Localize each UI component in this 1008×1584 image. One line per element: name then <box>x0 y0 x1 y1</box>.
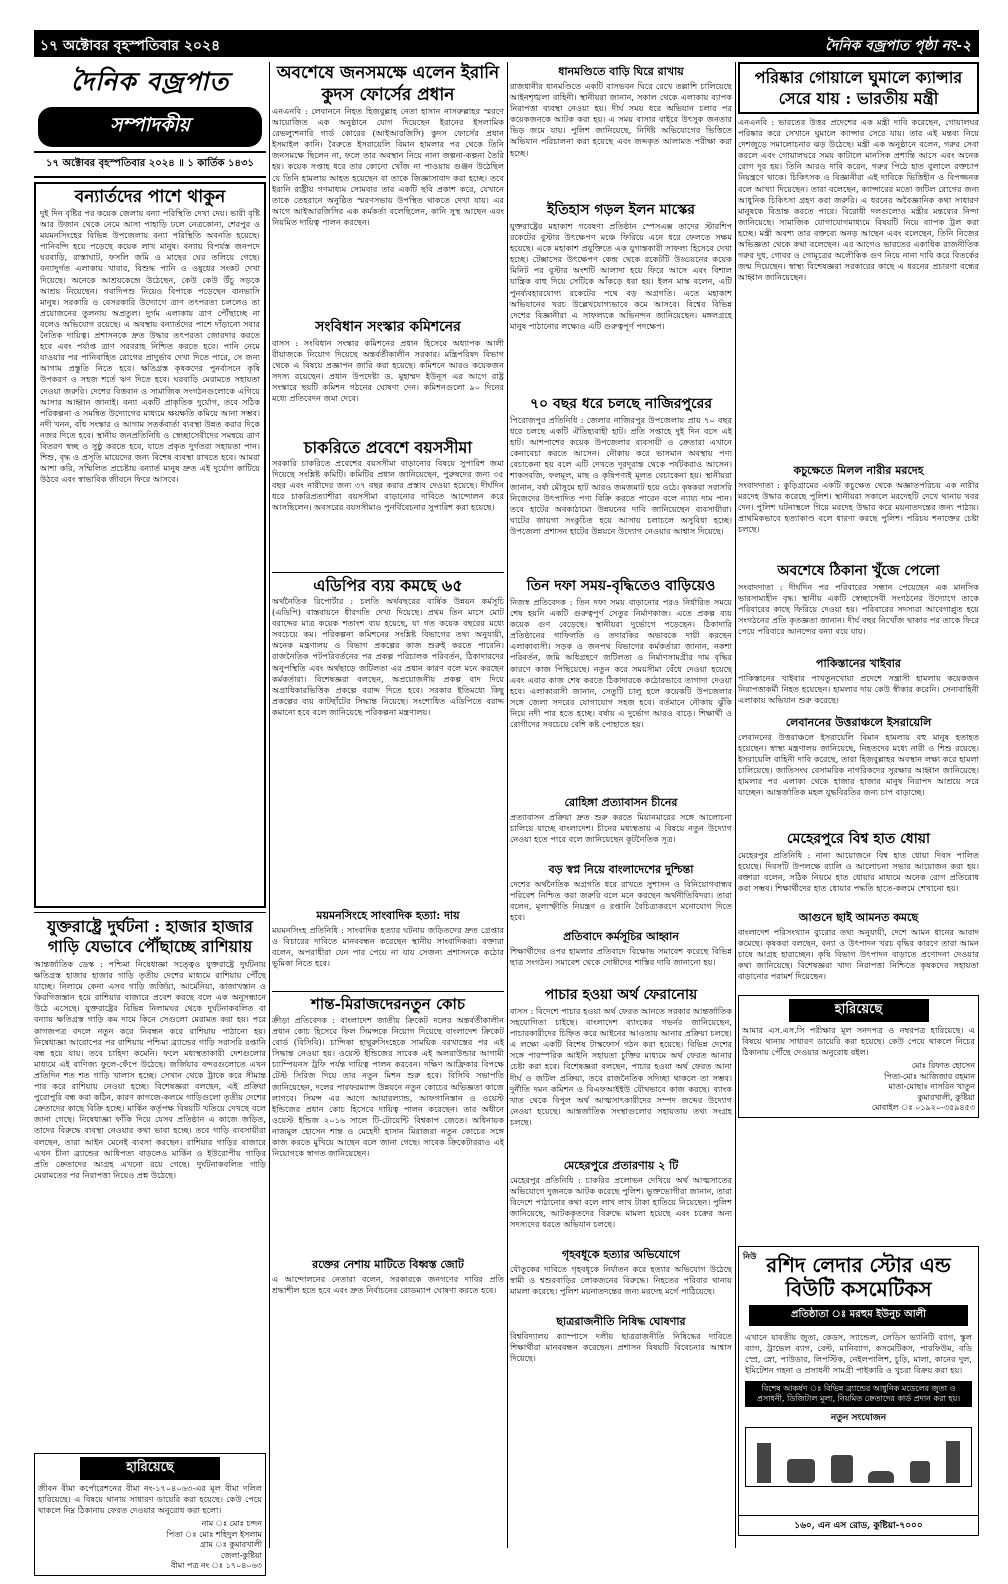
iran-body: এনএনবি : লেবাননে নিহত হিজবুল্লাহ নেতা হাসান নাসরুল্লাহর স্মরণে আয়োজিত এক অনুষ্ঠানে যোগ দিয়েছেন ইরানের ইসলামিক রেভল্যুশনারি গার্ড কোরের (আইআরজিসি) কুদস ফোর্সের প্রধান ইসমাইল কানি। বৈরুতে ইসরায়েলি বিমান হামলার পর থেকে তিনি জনসমক্ষে ছিলেন না, ফলে তার অবস্থান নিয়ে নানা জল্পনা-কল্পনা তৈরি হয়। কয়েক সপ্তাহ ধরে তার কোনো খোঁজ না পাওয়ায় গুঞ্জন উঠেছিল যে তিনি হামলায় আহত হয়েছেন বা তাকে জিজ্ঞাসাবাদ করা হচ্ছে। তবে ইরানি রাষ্ট্রীয় গণমাধ্যম সোমবার তার একটি ছবি প্রকাশ করে, যেখানে তাকে তেহরানে অনুষ্ঠিত স্মরণসভায় উপস্থিত থাকতে দেখা যায়। এর আগে আইআরজিসির এক কর্মকর্তা বলেছিলেন, কানি সুস্থ আছেন এবং নিয়মিত দায়িত্ব পালন করছেন। <box>272 106 504 227</box>
editorial-banner: সম্পাদকীয় <box>38 107 262 147</box>
murder-headline: গৃহবধূকে হত্যার অভিযোগে <box>562 1248 680 1261</box>
coach-headline: শান্ত-মিরাজদেরনতুন কোচ <box>311 995 465 1013</box>
editorial-title: বন্যার্তদের পাশে থাকুন <box>74 187 226 207</box>
editorial-body: দুই দিন বৃষ্টির পর কয়েক জেলায় বন্যা পরিস্থিতি দেখা দেয়। ভারী বৃষ্টি আর উজান থেকে নেমে আসা পাহাড়ি ঢলে নেত্রকোনা, শেরপুর ও ময়মনসিংহের বিভিন্ন উপজেলায় বন্যা পরিস্থিতি অবনতি হয়েছে। পানিবন্দি হয়ে পড়েছে কয়েক লাখ মানুষ। বন্যায় বিপর্যস্ত জনপদে ঘরবাড়ি, রাস্তাঘাট, ফসলি জমি ও মাছের ঘের তলিয়ে গেছে। বন্যাদুর্গত এলাকায় খাবার, বিশুদ্ধ পানি ও ওষুধের সংকট দেখা দিয়েছে। অনেকে আশ্রয়কেন্দ্রে উঠেছেন, কেউ কেউ উঁচু সড়কে আশ্রয় নিয়েছেন। গবাদিপশু নিয়েও বিপাকে পড়েছেন বানভাসি মানুষ। সরকারি ও বেসরকারি উদ্যোগে ত্রাণ তৎপরতা চললেও তা প্রয়োজনের তুলনায় অপ্রতুল। দুর্গম এলাকায় ত্রাণ পৌঁছাচ্ছে না বলেও অভিযোগ রয়েছে। এ অবস্থায় বন্যার্তদের পাশে দাঁড়ানো সবার নৈতিক দায়িত্ব। প্রশাসনকে দ্রুত উদ্ধার তৎপরতা জোরদার করতে হবে এবং পর্যাপ্ত ত্রাণ সরবরাহ নিশ্চিত করতে হবে। পানি নেমে যাওয়ার পর পানিবাহিত রোগের প্রাদুর্ভাব দেখা দিতে পারে, সে জন্য আগাম প্রস্তুতি নিতে হবে। ক্ষতিগ্রস্ত কৃষকদের পুনর্বাসনে কৃষি উপকরণ ও সহজ শর্তে ঋণ দিতে হবে। ঘরবাড়ি মেরামতে সহায়তা দেওয়া জরুরি। দেশের বিত্তবান ও সামাজিক সংগঠনগুলোকে এগিয়ে আসার আহ্বান জানাই। বন্যা একটি প্রাকৃতিক দুর্যোগ, তবে সঠিক পরিকল্পনা ও সমন্বিত উদ্যোগের মাধ্যমে ক্ষয়ক্ষতি কমিয়ে আনা সম্ভব। নদী খনন, বাঁধ সংস্কার ও আগাম সতর্কবার্তা ব্যবস্থা উন্নত করার দিকে নজর দিতে হবে। স্থানীয় জনপ্রতিনিধি ও স্বেচ্ছাসেবীদের সমন্বয়ে ত্রাণ বিতরণ স্বচ্ছ ও সুষ্ঠু করতে হবে, যাতে প্রকৃত দুর্গতরা সহায়তা পান। শিশু, বৃদ্ধ ও প্রসূতি মায়েদের জন্য বিশেষ ব্যবস্থা রাখতে হবে। আমরা আশা করি, সম্মিলিত প্রচেষ্টায় বন্যার্ত মানুষ দ্রুত এই দুর্যোগ কাটিয়ে উঠবে এবং স্বাভাবিক জীবনে ফিরে আসবে। <box>40 208 260 485</box>
lebanon-headline: লেবাননের উত্তরাঞ্চলে ইসরায়েলি <box>785 716 932 729</box>
bridge-body: নিজস্ব প্রতিবেদক : তিন দফা সময় বাড়ানোর পরও নির্ধারিত সময়ে শেষ হয়নি একটি গুরুত্বপূর্ণ সেতুর নির্মাণকাজ। এতে প্রকল্প ব্যয় কয়েক গুণ বেড়েছে। স্থানীয়রা দুর্ভোগে পড়েছেন। ঠিকাদারি প্রতিষ্ঠানের গাফিলতি ও তদারকির অভাবকে দায়ী করছেন এলাকাবাসী। সড়ক ও জনপথ বিভাগের কর্মকর্তারা জানান, নকশা পরিবর্তন, জমি অধিগ্রহণে জটিলতা ও নির্মাণসামগ্রীর দাম বৃদ্ধির কারণে কাজ পিছিয়েছে। নতুন করে সময়সীমা বেঁধে দেওয়া হয়েছে এবং এবার কাজ শেষ করতে ঠিকাদারকে কঠোরভাবে তাগাদা দেওয়া হবে। এলাকাবাসী জানান, সেতুটি চালু হলে কয়েকটি উপজেলার সঙ্গে জেলা সদরের যোগাযোগ সহজ হবে। বর্তমানে নৌকায় ঝুঁকি নিয়ে নদী পার হতে হচ্ছে। বর্ষায় এ দুর্ভোগ আরও বাড়ে। শিক্ষার্থী ও রোগীদের সবচেয়ে বেশি কষ্ট পোহাতে হয়। <box>510 597 732 730</box>
column-news-b <box>272 62 504 1548</box>
coach-body: ক্রীড়া প্রতিবেদক : বাংলাদেশ জাতীয় ক্রিকেট দলের অন্তর্বর্তীকালীন প্রধান কোচ হিসেবে ফিল সিমন্সকে নিয়োগ দিয়েছে বাংলাদেশ ক্রিকেট বোর্ড (বিসিবি)। চান্দিকা হাথুরুসিংহেকে সাময়িক বরখাস্তের পর এই সিদ্ধান্ত নেওয়া হয়। ওয়েস্ট ইন্ডিজের সাবেক এই অলরাউন্ডার আগামী চ্যাম্পিয়নস ট্রফি পর্যন্ত দায়িত্ব পালন করবেন। দক্ষিণ আফ্রিকার বিপক্ষে টেস্ট সিরিজ দিয়ে তার নতুন মিশন শুরু হবে। বিসিবি সভাপতি জানিয়েছেন, দলের পারফরম্যান্স উন্নয়নে নতুন কোচের অভিজ্ঞতা কাজে লাগবে। সিমন্স এর আগে আয়ারল্যান্ড, আফগানিস্তান ও ওয়েস্ট ইন্ডিজের প্রধান কোচ হিসেবে দায়িত্ব পালন করেছেন। তার অধীনে ওয়েস্ট ইন্ডিজ ২০১৬ সালে টি-টোয়েন্টি বিশ্বকাপ জেতে। অধিনায়ক নাজমুল হোসেন শান্ত ও মেহেদী হাসান মিরাজরা নতুন কোচের সঙ্গে কাজ করতে মুখিয়ে আছেন বলে জানা গেছে। সাবেক ক্রিকেটাররাও এই নিয়োগকে স্বাগত জানিয়েছেন। <box>272 1015 504 1159</box>
divider <box>34 912 266 913</box>
header-date: ১৭ অক্টোবর বৃহস্পতিবার ২০২৪ <box>40 38 221 54</box>
shelter-body: সংবাদদাতা : দীর্ঘদিন পর পরিবারের সন্ধান পেয়েছেন এক মানসিক ভারসাম্যহীন বৃদ্ধ। স্থানীয় একটি স্বেচ্ছাসেবী সংগঠনের উদ্যোগে তাকে পরিবারের কাছে ফিরিয়ে দেওয়া হয়। পরিবারের সদস্যরা আবেগাপ্লুত হয়ে সংগঠনের প্রতি কৃতজ্ঞতা জানান। দীর্ঘ বছর নিখোঁজ থাকার পর তাকে ফিরে পেয়ে পরিবারে আনন্দের বন্যা বয়ে যায়। <box>738 582 979 637</box>
column-news-d <box>738 62 979 1232</box>
shoe-icon <box>868 1471 894 1483</box>
meherpur-fraud-headline: মেহেরপুরে প্রতারণায় ২ টি <box>563 1159 679 1172</box>
shelter-headline: অবশেষে ঠিকানা খুঁজে পেলো <box>777 563 940 579</box>
adp-body: অর্থনৈতিক রিপোর্টার : চলতি অর্থবছরের বার্ষিক উন্নয়ন কর্মসূচি (এডিপি) বাস্তবায়নে ধীরগতি দেখা দিয়েছে। প্রথম তিন মাসে মোট বরাদ্দের মাত্র কয়েক শতাংশ ব্যয় হয়েছে, যা গত কয়েক বছরের মধ্যে সবচেয়ে কম। পরিকল্পনা কমিশনের সংশ্লিষ্ট বিভাগের তথ্য অনুযায়ী, অনেক মন্ত্রণালয় ও বিভাগ প্রকল্পের কাজ শুরুই করতে পারেনি। রাজনৈতিক পটপরিবর্তনের পর প্রকল্প পরিচালক পরিবর্তন, ঠিকাদারদের অনুপস্থিতি এবং অর্থছাড়ে জটিলতা এর প্রধান কারণ বলে মনে করছেন কর্মকর্তারা। বিশেষজ্ঞরা বলছেন, অপ্রয়োজনীয় প্রকল্প বাদ দিয়ে অগ্রাধিকারভিত্তিক প্রকল্পে বরাদ্দ দিতে হবে। সরকার ইতিমধ্যে কিছু প্রকল্পের ব্যয় কাটছাঁটের সিদ্ধান্ত নিয়েছে। সংশোধিত এডিপিতে বরাদ্দ কমানো হবে বলে জানিয়েছে পরিকল্পনা মন্ত্রণালয়। <box>272 596 504 717</box>
age-headline: চাকরিতে প্রবেশে বয়সসীমা <box>303 438 473 457</box>
page-header-bar <box>34 30 979 57</box>
mannequin-icon <box>946 1441 960 1483</box>
alliance-body: এ আন্দোলনের নেতারা বলেন, সরকারকে জনগণের দাবির প্রতি শ্রদ্ধাশীল হতে হবে এবং দ্রুত নির্বাচনের রোডম্যাপ ঘোষণা করতে হবে। <box>272 1274 504 1296</box>
advertisement <box>738 1246 979 1536</box>
editorial-article <box>34 182 266 908</box>
mannequin-icon <box>757 1443 771 1483</box>
adp-headline: এডিপির ব্যয় কমছে ৬৫ <box>313 576 463 595</box>
economy-headline: বড় স্বপ্ন নিয়ে বাংলাদেশের দুশ্চিন্তা <box>548 863 694 876</box>
economy-body: দেশের অর্থনৈতিক অগ্রগতি ধরে রাখতে সুশাসন ও বিনিয়োগবান্ধব পরিবেশ নিশ্চিত করা জরুরি বলে মনে করছেন অর্থনীতিবিদরা। তারা বলেন, মূল্যস্ফীতি নিয়ন্ত্রণ ও রপ্তানি বৈচিত্র্যকরণে মনোযোগ দিতে হবে। <box>510 879 732 923</box>
protest-headline: প্রতিবাদে কর্মসূচির আহ্বান <box>563 930 679 943</box>
pakistan-headline: পাকিস্তানের খাইবার <box>816 657 901 670</box>
russia-body: আন্তর্জাতিক ডেস্ক : পশ্চিমা নিষেধাজ্ঞা সত্ত্বেও যুক্তরাষ্ট্রে দুর্ঘটনায় ক্ষতিগ্রস্ত হাজার হাজার গাড়ি তৃতীয় দেশের মাধ্যমে রাশিয়ায় পৌঁছে যাচ্ছে। নিলামে কেনা এসব গাড়ি জর্জিয়া, আর্মেনিয়া, কাজাখস্তান ও কিরগিজস্তান হয়ে রাশিয়ার বাজারে প্রবেশ করছে বলে এক অনুসন্ধানে উঠে এসেছে। যুক্তরাষ্ট্রের বিভিন্ন নিলামঘর থেকে দুর্ঘটনাকবলিত বা বন্যায় ক্ষতিগ্রস্ত গাড়ি কম দামে কিনে সেগুলো মেরামত করা হয়। পরে কাগজপত্র বদলে নতুন করে নিবন্ধন করে রাশিয়ায় পাঠানো হয়। নিষেধাজ্ঞা আরোপের পর রাশিয়ায় পশ্চিমা ব্র্যান্ডের গাড়ি সরাসরি রপ্তানি বন্ধ হয়ে যায়। তবে চাহিদা কমেনি। ফলে মধ্যস্থতাকারী দেশগুলোর মাধ্যমে এই বাণিজ্য ফুলে-ফেঁপে উঠেছে। জর্জিয়ার বন্দরগুলোতে এখন প্রতিদিন শত শত গাড়ি খালাস হচ্ছে। সেখান থেকে ট্রাকে করে সীমান্ত পার করে রাশিয়ায় নেওয়া হচ্ছে। বিশেষজ্ঞরা বলছেন, এই প্রক্রিয়া পুরোপুরি বন্ধ করা কঠিন, কারণ কাগজে-কলমে গাড়িগুলো তৃতীয় দেশের ক্রেতাদের কাছে বিক্রি হচ্ছে। মার্কিন কর্তৃপক্ষ বিষয়টি খতিয়ে দেখছে বলে জানা গেছে। নিষেধাজ্ঞা ফাঁকি দিয়ে যেসব প্রতিষ্ঠান এ কাজে জড়িত, তাদের বিরুদ্ধে ব্যবস্থা নেওয়ার কথা ভাবা হচ্ছে। তবে গাড়ি ব্যবসায়ীরা বলছেন, তারা আইন মেনেই ব্যবসা করছেন। রাশিয়ার গাড়ির বাজারে এখন চীনা ব্র্যান্ডের আধিপত্য বাড়লেও মার্কিন ও ইউরোপীয় গাড়ির প্রতি ক্রেতাদের আগ্রহ এখনো রয়ে গেছে। দুর্ঘটনাকবলিত গাড়ি মেরামতের পর নিরাপত্তা নিয়েও প্রশ্ন উঠেছে। <box>34 959 266 1180</box>
ad-new-tag: নিউ <box>743 1251 757 1261</box>
lebanon-body: লেবাননের উত্তরাঞ্চলে ইসরায়েলি বিমান হামলায় বহু মানুষ হতাহত হয়েছেন। স্বাস্থ্য মন্ত্রণালয় জানিয়েছে, নিহতদের মধ্যে নারী ও শিশু রয়েছে। ইসরায়েলি বাহিনী দাবি করেছে, তারা হিজবুল্লাহর অবস্থান লক্ষ্য করে হামলা চালিয়েছে। জাতিসংঘ বেসামরিক নাগরিকদের সুরক্ষার আহ্বান জানিয়েছে। হামলার পর এলাকা থেকে হাজার হাজার মানুষ নিরাপদ আশ্রয়ে সরে যাচ্ছেন। আন্তর্জাতিক মহল যুদ্ধবিরতির জন্য চাপ বাড়াচ্ছে। <box>738 732 979 798</box>
kurigram-body: সংবাদদাতা : কুড়িগ্রামের একটি কচুক্ষেত থেকে অজ্ঞাতপরিচয় এক নারীর মরদেহ উদ্ধার করেছে পুলিশ। স্থানীয়রা সকালে মরদেহটি দেখে থানায় খবর দেন। পুলিশ ঘটনাস্থলে গিয়ে মরদেহ উদ্ধার করে ময়নাতদন্তের জন্য পাঠায়। প্রাথমিকভাবে হত্যাকাণ্ড বলে ধারণা করছে পুলিশ। পরিচয় শনাক্তের চেষ্টা চলছে। <box>738 480 979 535</box>
cancer-headline: পরিষ্কার গোয়ালে ঘুমালে ক্যান্সার সেরে যায় : ভারতীয় মন্ত্রী <box>754 68 963 108</box>
age-body: সরকারি চাকরিতে প্রবেশের বয়সসীমা বাড়ানোর বিষয়ে সুপারিশ জমা দিয়েছে সংশ্লিষ্ট কমিটি। কমিটির প্রধান জানিয়েছেন, পুরুষদের জন্য ৩৫ বছর এবং নারীদের জন্য ৩৭ বছর করার প্রস্তাব দেওয়া হয়েছে। দীর্ঘদিন ধরে চাকরিপ্রত্যাশীরা বয়সসীমা বাড়ানোর দাবিতে আন্দোলন করে আসছিলেন। অবসরের বয়সসীমাও পুনর্বিবেচনার সুপারিশ করা হয়েছে। <box>272 458 504 513</box>
editorial-dateline: ১৭ অক্টোবর বৃহস্পতিবার ২০২৪ ॥ ১ কার্তিক ১৪৩১ <box>34 151 266 178</box>
column-news-c <box>510 62 732 1548</box>
masthead: দৈনিক বজ্রপাত <box>70 67 230 96</box>
cancer-headline-box <box>738 62 979 114</box>
ad-address: ১৬০, এন এস রোড, কুষ্টিয়া-৭০০০ <box>739 1515 978 1533</box>
protest-body: শিক্ষার্থীদের ওপর হামলার প্রতিবাদে বিক্ষোভ সমাবেশ করেছে বিভিন্ন ছাত্র সংগঠন। সমাবেশ থেকে দোষীদের শাস্তির দাবি জানানো হয়। <box>510 946 732 968</box>
column-divider <box>269 62 270 1548</box>
header-page-number: দৈনিক বজ্রপাত পৃষ্ঠা নং-২ <box>825 38 971 54</box>
column-divider <box>735 62 736 1548</box>
divider <box>272 991 504 992</box>
lost-notice-title: হারিয়েছে <box>80 1457 220 1480</box>
musk-headline: ইতিহাস গড়ল ইলন মাস্কের <box>547 202 695 218</box>
ban-headline: ছাত্ররাজনীতি নিষিদ্ধ ঘোষণার <box>556 1315 686 1328</box>
raid-headline: ধানমণ্ডিতে বাড়ি ঘিরে রাখায় <box>558 65 684 78</box>
lost-notice-body: জীবন বীমা কর্পোরেশনের বীমা নং-১৭০৪০৬৩-এর মূল বীমা দলিল হারিয়েছে। এ বিষয়ে থানায় সাধারণ ডায়েরি করা হয়েছে। কেউ পেয়ে থাকলে নিম্ন ঠিকানায় ফেরত দেওয়ার অনুরোধ করা হলো। <box>38 1483 262 1516</box>
najirpur-body: পিরোজপুর প্রতিনিধি : জেলার নাজিরপুর উপজেলায় প্রায় ৭০ বছর ধরে চলছে একটি ঐতিহ্যবাহী হাট। প্রতি সপ্তাহে দুই দিন বসে এই হাট। আশপাশের কয়েক উপজেলার ব্যবসায়ী ও ক্রেতারা এখানে কেনাবেচা করতে আসেন। নৌকায় করে ভাসমান অবস্থায় পণ্য বেচাকেনা হয় বলে এটি দেখতে দূরদূরান্ত থেকে পর্যটকরাও আসেন। শাকসবজি, ফলমূল, মাছ ও কৃষিপণ্যই মূলত বেচাকেনা হয়। স্থানীয়রা জানান, বর্ষা মৌসুমে হাট আরও জমজমাট হয়ে ওঠে। কৃষকরা সরাসরি নিজেদের উৎপাদিত পণ্য বিক্রি করতে পারেন বলে ন্যায্য দাম পান। তবে হাটের অবকাঠামো উন্নয়নের দাবি জানিয়েছেন ব্যবসায়ীরা। ঘাটের জায়গা সংকুচিত হয়ে আসায় চলাচলে অসুবিধা হচ্ছে। উপজেলা প্রশাসন হাটের উন্নয়নে উদ্যোগ নেওয়ার আশ্বাস দিয়েছে। <box>510 415 732 536</box>
ad-special: বিশেষ আকর্ষণ ঃ বিভিন্ন ব্র্যান্ডের আধুনিক মডেলের জুতা ও প্রসাধনী, ডিজিটাল মূল্য, নিয়মিত ক্রেতাদের কার্ড প্রদান করা হয়। <box>745 1381 972 1407</box>
raid-body: রাজধানীর ধানমণ্ডিতে একটি বাসভবন ঘিরে রেখে তল্লাশি চালিয়েছে আইনশৃঙ্খলা বাহিনী। স্থানীয়রা জানান, সকাল থেকে এলাকায় ব্যাপক নিরাপত্তা ব্যবস্থা নেওয়া হয়। দীর্ঘ সময় ধরে অভিযান চলার পর কয়েকজনকে আটক করা হয়। এ সময় বাসার বাইরে উৎসুক জনতার ভিড় জমে যায়। পুলিশ জানিয়েছে, নির্দিষ্ট অভিযোগের ভিত্তিতে অভিযান পরিচালনা করা হয়েছে এবং জব্দকৃত আলামত পরীক্ষা করা হচ্ছে। <box>510 81 732 158</box>
lost-notice-2 <box>738 995 979 1118</box>
bag-icon <box>787 1459 815 1483</box>
ban-body: বিশ্ববিদ্যালয় ক্যাম্পাসে দলীয় ছাত্ররাজনীতি নিষিদ্ধের দাবিতে শিক্ষার্থীরা মানববন্ধন করেছেন। প্রশাসন বিষয়টি বিবেচনার আশ্বাস দিয়েছে। <box>510 1331 732 1364</box>
money-headline: পাচার হওয়া অর্থ ফেরানোয় <box>544 987 698 1003</box>
lost-notice <box>34 1453 266 1576</box>
rohingya-headline: রোহিঙ্গা প্রত্যাবাসন চীনের <box>564 796 678 809</box>
ad-founder: প্রতিষ্ঠাতা ঃ মরহুম ইউনুচ আলী <box>749 1305 968 1326</box>
lost-notice-2-body: আমার এস.এস.সি পরীক্ষার মূল সনদপত্র ও নম্বরপত্র হারিয়েছে। এ বিষয়ে থানায় সাধারণ ডায়েরি করা হয়েছে। কেউ পেয়ে থাকলে নিচের ঠিকানায় পৌঁছে দেওয়ার অনুরোধ রইল। <box>742 1025 975 1058</box>
meherpur-fraud-body: মেহেরপুর প্রতিনিধি : চাকরির প্রলোভন দেখিয়ে অর্থ আত্মসাতের অভিযোগে দুজনকে আটক করেছে পুলিশ। ভুক্তভোগীরা জানান, তারা বিদেশে পাঠানোর কথা বলে লাখ লাখ টাকা হাতিয়ে নিয়েছেন। পুলিশ জানিয়েছে, আটককৃতদের বিরুদ্ধে মামলা হয়েছে এবং চক্রের অন্য সদস্যদের ধরতে অভিযান চলছে। <box>510 1175 732 1230</box>
rohingya-body: প্রত্যাবাসন প্রক্রিয়া দ্রুত শুরু করতে মিয়ানমারের সঙ্গে আলোচনা চালিয়ে যাচ্ছে বাংলাদেশ। চীনের মধ্যস্থতায় এ বিষয়ে নতুন উদ্যোগ নেওয়া হতে পারে বলে জানিয়েছেন কূটনৈতিক সূত্র। <box>510 812 732 845</box>
handwash-body: মেহেরপুর প্রতিনিধি : নানা আয়োজনে বিশ্ব হাত ধোয়া দিবস পালিত হয়েছে। দিবসটি উপলক্ষে র‍্যালি ও আলোচনা সভার আয়োজন করা হয়। বক্তারা বলেন, সঠিক নিয়মে হাত ধোয়ার মাধ্যমে অনেক রোগ প্রতিরোধ করা সম্ভব। শিক্ষার্থীদের হাত ধোয়ার পদ্ধতি হাতে-কলমে শেখানো হয়। <box>738 850 979 894</box>
murder-body: যৌতুকের দাবিতে গৃহবধূকে নির্যাতন করে হত্যার অভিযোগ উঠেছে স্বামী ও শ্বশুরবাড়ির লোকজনের বিরুদ্ধে। নিহতের পরিবার থানায় মামলা করেছে। পুলিশ ময়নাতদন্তের জন্য মরদেহ মর্গে পাঠিয়েছে। <box>510 1264 732 1297</box>
money-body: বাসস : বিদেশে পাচার হওয়া অর্থ ফেরত আনতে সরকার আন্তর্জাতিক সহযোগিতা চাইছে। বাংলাদেশ ব্যাংকের গভর্নর জানিয়েছেন, পাচারকারীদের চিহ্নিত করে আইনের আওতায় আনার প্রক্রিয়া চলছে। এ লক্ষ্যে একটি বিশেষ টাস্কফোর্স গঠন করা হয়েছে। বিভিন্ন দেশের সঙ্গে পারস্পরিক আইনি সহায়তা চুক্তির মাধ্যমে অর্থ ফেরত আনার চেষ্টা করা হবে। বিশেষজ্ঞরা বলছেন, পাচার হওয়া অর্থ ফেরত আনা দীর্ঘ ও জটিল প্রক্রিয়া, তবে রাজনৈতিক সদিচ্ছা থাকলে তা সম্ভব। দুর্নীতি দমন কমিশন ও বিএফআইইউ যৌথভাবে কাজ করছে। ব্যাংক খাত থেকে বিপুল অর্থ আত্মসাৎকারীদের সম্পদ জব্দের উদ্যোগ নেওয়া হয়েছে। আন্তর্জাতিক সংস্থাগুলোর সহায়তায় তথ্য সংগ্রহ চলছে। <box>510 1006 732 1127</box>
lost-notice-signature: নাম ঃ মোঃ চন্দন পিতা ঃ মোঃ শহিদুল ইসলাম গ্রাম ঃ কুমারখালী জেলা-কুষ্টিয়া বীমা পত্র নং ঃ ১৭০৪০৬৩ <box>166 1519 262 1571</box>
constitution-body: বাসস : সংবিধান সংস্কার কমিশনের প্রধান হিসেবে অধ্যাপক আলী রীয়াজকে নিয়োগ দিয়েছে অন্তর্বর্তীকালীন সরকার। মন্ত্রিপরিষদ বিভাগ থেকে এ বিষয়ে প্রজ্ঞাপন জারি করা হয়েছে। কমিশনে আরও কয়েকজন সদস্য রয়েছেন। প্রধান উপদেষ্টা ড. মুহাম্মদ ইউনূস এর আগে রাষ্ট্র সংস্কারে ছয়টি কমিশন গঠনের ঘোষণা দেন। কমিশনগুলো ৯০ দিনের মধ্যে প্রতিবেদন জমা দেবে। <box>272 338 504 404</box>
alliance-headline: রক্তের নেশায় মাটিতে বিধ্বস্ত জোট <box>312 1258 464 1271</box>
ad-title: রশিদ লেদার স্টোর এন্ড বিউটি কসমেটিকস <box>766 1253 951 1301</box>
mymensingh-body: ময়মনসিংহ প্রতিনিধি : সাংবাদিক হত্যার ঘটনায় জড়িতদের দ্রুত গ্রেপ্তার ও বিচারের দাবিতে মানববন্ধন করেছেন স্থানীয় সাংবাদিকরা। বক্তারা বলেন, অপরাধীরা যেন পার পেয়ে না যায় সেজন্য প্রশাসনকে কঠোর ভূমিকা নিতে হবে। <box>272 925 504 969</box>
ad-new-arrivals: নতুন সংযোজন <box>830 1413 887 1423</box>
box-icon <box>910 1461 930 1483</box>
aman-body: বাংলাদেশ পরিসংখ্যান ব্যুরোর তথ্য অনুযায়ী, দেশে আমন ধানের আবাদ কমেছে। কৃষকরা বলছেন, বন্যা ও উৎপাদন খরচ বৃদ্ধির কারণে তারা আমন চাষে আগ্রহ হারাচ্ছেন। কৃষি বিভাগ উৎপাদন বাড়াতে প্রণোদনা দেওয়ার কথা জানিয়েছে। বিশেষজ্ঞরা খাদ্য নিরাপত্তা নিশ্চিতে কৃষকদের সহায়তা বাড়ানোর পরামর্শ দিয়েছেন। <box>738 927 979 982</box>
pakistan-body: পাকিস্তানের খাইবার পাখতুনখোয়া প্রদেশে সন্ত্রাসী হামলায় কয়েকজন নিরাপত্তাকর্মী নিহত হয়েছেন। হামলার দায় কেউ স্বীকার করেনি। সেনাবাহিনী এলাকায় অভিযান শুরু করেছে। <box>738 673 979 706</box>
ad-product-list: এখানে যাবতীয় জুতা, কেডস, স্যান্ডেল, লেডিস ভ্যানিটি ব্যাগ, স্কুল ব্যাগ, ট্রাভেল ব্যাগ, বেল্ট, মানিব্যাগ, কসমেটিকস, পারফিউম, বডি স্প্রে, স্নো, পাউডার, লিপস্টিক, নেইলপালিশ, চুড়ি, মালা, কানের দুল, ইমিটেশন গহনা ও প্রসাধনী সামগ্রী পাইকারি ও খুচরা বিক্রয় করা হয়। <box>745 1332 972 1375</box>
column-editorial <box>34 62 266 1571</box>
iran-headline: অবশেষে জনসমক্ষে এলেন ইরানি কুদস ফোর্সের প্রধান <box>276 63 500 105</box>
divider <box>272 572 504 573</box>
mymensingh-headline: ময়মনসিংহে সাংবাদিক হত্যা: দায় <box>316 909 460 922</box>
russia-headline: যুক্তরাষ্ট্রে দুর্ঘটনা : হাজার হাজার গাড়ি যেভাবে পৌঁছাচ্ছে রাশিয়ায় <box>47 917 253 956</box>
cancer-body: এনএনবি : ভারতের উত্তর প্রদেশের এক মন্ত্রী দাবি করেছেন, গোয়ালঘর পরিষ্কার করে সেখানে ঘুমালে ক্যান্সার সেরে যায়। তার এই মন্তব্য নিয়ে দেশজুড়ে সমালোচনার ঝড় উঠেছে। মন্ত্রী এক অনুষ্ঠানে বলেন, গরুর সেবা করলে এবং গোয়ালঘরে সময় কাটালে মানসিক প্রশান্তি আসে এবং অনেক রোগ দূর হয়। তিনি আরও দাবি করেন, গরুর পিঠে হাত বুলালে রক্তচাপ নিয়ন্ত্রণে থাকে। চিকিৎসক ও বিজ্ঞানীরা এই দাবিকে ভিত্তিহীন ও বিপজ্জনক বলে আখ্যা দিয়েছেন। তারা বলেছেন, ক্যান্সারের মতো জটিল রোগের জন্য আধুনিক চিকিৎসা গ্রহণ করা জরুরি। এ ধরনের অবৈজ্ঞানিক কথা সাধারণ মানুষকে বিভ্রান্ত করতে পারে। বিরোধী দলগুলোও মন্ত্রীর মন্তব্যের নিন্দা জানিয়েছে। সামাজিক যোগাযোগমাধ্যমে বিষয়টি নিয়ে ব্যাপক ট্রল করা হচ্ছে। মন্ত্রী অবশ্য তার বক্তব্যে অনড় আছেন এবং বলেছেন, তিনি নিজের অভিজ্ঞতা থেকে কথা বলেছেন। এর আগেও ভারতের একাধিক রাজনীতিক গরুর দুধ, গোবর ও গোমূত্রের অলৌকিক গুণ নিয়ে নানা দাবি করে বিতর্কের জন্ম দিয়েছেন। স্বাস্থ্য বিশেষজ্ঞরা সরকারের কাছে এ ধরনের প্রচারণা বন্ধের আহ্বান জানিয়েছেন। <box>738 117 979 283</box>
ad-product-image <box>745 1427 972 1487</box>
constitution-headline: সংবিধান সংস্কার কমিশনের <box>315 319 461 335</box>
lost-notice-2-signature: মোঃ রিফাত হোসেন পিতা-মোঃ আজিজার রহমান মাতা-মোছাঃ নাসরিন খাতুন কুমারখালী, কুষ্টিয়া মোবাইল ঃ ০১৯২০-৩৫৯৪৫৩ <box>871 1061 975 1113</box>
musk-body: যুক্তরাষ্ট্রের মহাকাশ গবেষণা প্রতিষ্ঠান স্পেসএক্স তাদের স্টারশিপ রকেটের বুস্টার উৎক্ষেপণ মঞ্চে ফিরিয়ে এনে ধরে ফেলতে সক্ষম হয়েছে। একে মহাকাশ প্রযুক্তিতে এক যুগান্তকারী সাফল্য হিসেবে দেখা হচ্ছে। টেক্সাসের উৎক্ষেপণ কেন্দ্র থেকে রকেটটি উড্ডয়নের কয়েক মিনিট পর বুস্টার অংশটি আলাদা হয়ে ফিরে আসে এবং বিশাল যান্ত্রিক বাহু দিয়ে সেটিকে আঁকড়ে ধরা হয়। ইলন মাস্ক বলেন, এটি পুনর্ব্যবহারযোগ্য রকেটের পথে বড় অগ্রগতি। এতে মহাকাশ অভিযানের খরচ উল্লেখযোগ্যভাবে কমে আসবে। বিশ্বের বিভিন্ন দেশের বিজ্ঞানীরা এ সাফল্যকে অভিনন্দন জানিয়েছেন। মঙ্গলগ্রহে মানুষ পাঠানোর লক্ষ্যেও এটি গুরুত্বপূর্ণ পদক্ষেপ। <box>510 221 732 331</box>
aman-headline: আগুনে ছাই আমনত কমছে <box>798 911 919 924</box>
najirpur-headline: ৭০ বছর ধরে চলছে নাজিরপুরের <box>529 396 713 412</box>
kurigram-headline: কচুক্ষেতে মিলল নারীর মরদেহ <box>793 464 924 477</box>
bridge-headline: তিন দফা সময়-বৃদ্ধিতেও বাড়িয়েও <box>526 578 716 594</box>
bag-icon <box>831 1455 853 1483</box>
handwash-headline: মেহেরপুরে বিশ্ব হাত ধোয়া <box>786 831 931 847</box>
lost-notice-2-title: হারিয়েছে <box>789 999 929 1022</box>
column-divider <box>507 62 508 1548</box>
